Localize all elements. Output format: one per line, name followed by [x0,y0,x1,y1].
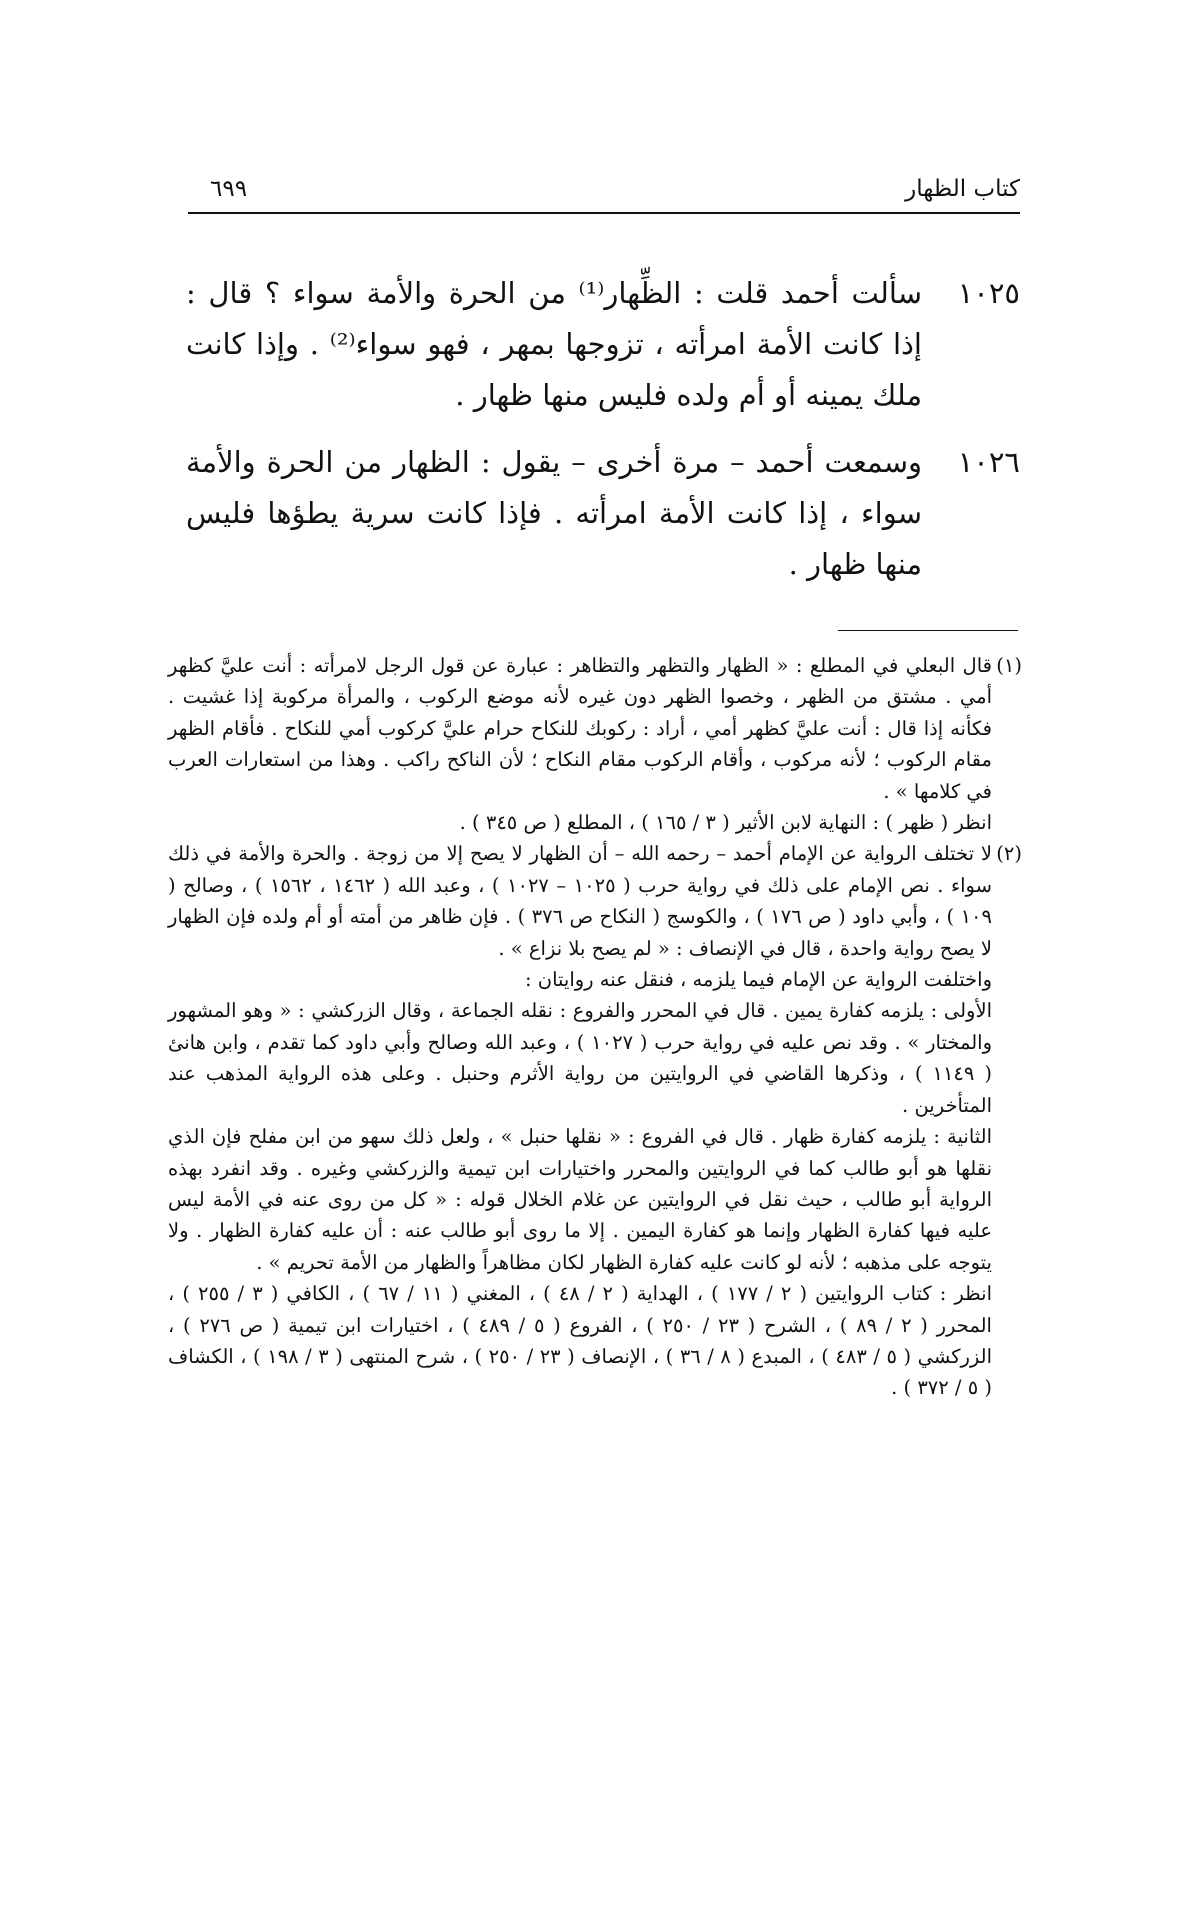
footnote-paragraph: الأولى : يلزمه كفارة يمين . قال في المحرر والفروع : نقله الجماعة ، وقال الزركشي : « وهو المشهور والمختار » . وقد نص عليه في رواية حرب ( ١٠٢٧ ) ، وعبد الله وصالح وأبي داود كما تقدم ، وابن هانئ ( ١١٤٩ ) ، وذكرها القاضي في الروايتين من رواية الأثرم وحنبل . وعلى هذه الرواية المذهب عند المتأخرين . [168,999,993,1117]
entry-1026 [186,437,1020,590]
entry-number: ١٠٢٥ [957,276,1020,310]
chapter-title: كتاب الظهار [905,176,1020,202]
footnote-separator [838,630,1018,631]
main-text [186,268,1020,606]
page-number: ٦٩٩ [210,176,248,202]
footnotes [168,650,1022,1404]
entry-text: سألت أحمد قلت : الظِّهار⁽¹⁾ من الحرة والأمة سواء ؟ قال : إذا كانت الأمة امرأته ، تزوجها بمهر ، فهو سواء⁽²⁾ . وإذا كانت ملك يمينه أو أم ولده فليس منها ظهار . [186,276,922,412]
footnote-paragraph: واختلفت الرواية عن الإمام فيما يلزمه ، فنقل عنه روايتان : [524,968,992,992]
footnote-paragraph: انظر ( ظهر ) : النهاية لابن الأثير ( ٣ / ١٦٥ ) ، المطلع ( ص ٣٤٥ ) . [459,811,992,835]
footnote-mark: (٢) [996,842,1022,866]
footnote-2 [168,838,1022,1403]
footnote-paragraph: الثانية : يلزمه كفارة ظهار . قال في الفروع : « نقلها حنبل » ، ولعل ذلك سهو من ابن مفلح فإن الذي نقلها هو أبو طالب كما في الروايتين والمحرر واختيارات ابن تيمية والزركشي وغيره . وقد انفرد بهذه الرواية أبو طالب ، حيث نقل في الروايتين عن غلام الخلال قوله : « كل من روى عنه في الأمة ليس عليه فيها كفارة الظهار وإنما هو كفارة اليمين . إلا ما روى أبو طالب عنه : أن عليه كفارة الظهار . ولا يتوجه على مذهبه ؛ لأنه لو كانت عليه كفارة الظهار لكان مظاهراً والظهار من الأمة تحريم » . [168,1125,992,1274]
footnote-paragraph: قال البعلي في المطلع : « الظهار والتظهر والتظاهر : عبارة عن قول الرجل لامرأته : أنت عليَّ كظهر أمي . مشتق من الظهر ، وخصوا الظهر دون غيره لأنه موضع الركوب ، والمرأة مركوبة إذا غشيت . فكأنه إذا قال : أنت عليَّ كظهر أمي ، أراد : ركوبك للنكاح حرام عليَّ كركوب أمي للنكاح . فأقام الظهر مقام الركوب ؛ لأنه مركوب ، وأقام الركوب مقام النكاح ؛ لأن الناكح راكب . وهذا من استعارات العرب في كلامها » . [168,654,992,803]
footnote-1 [168,650,1022,838]
footnote-paragraph: انظر : كتاب الروايتين ( ٢ / ١٧٧ ) ، الهداية ( ٢ / ٤٨ ) ، المغني ( ١١ / ٦٧ ) ، الكافي ( ٣ / ٢٥٥ ) ، المحرر ( ٢ / ٨٩ ) ، الشرح ( ٢٣ / ٢٥٠ ) ، الفروع ( ٥ / ٤٨٩ ) ، اختيارات ابن تيمية ( ص ٢٧٦ ) ، الزركشي ( ٥ / ٤٨٣ ) ، المبدع ( ٨ / ٣٦ ) ، الإنصاف ( ٢٣ / ٢٥٠ ) ، شرح المنتهى ( ٣ / ١٩٨ ) ، الكشاف ( ٥ / ٣٧٢ ) . [168,1282,993,1400]
running-header [188,176,1020,214]
entry-number: ١٠٢٦ [957,445,1020,479]
footnote-paragraph: لا تختلف الرواية عن الإمام أحمد – رحمه الله – أن الظهار لا يصح إلا من زوجة . والحرة والأمة في ذلك سواء . نص الإمام على ذلك في رواية حرب ( ١٠٢٥ – ١٠٢٧ ) ، وعبد الله ( ١٤٦٢ ، ١٥٦٢ ) ، وصالح ( ١٠٩ ) ، وأبي داود ( ص ١٧٦ ) ، والكوسج ( النكاح ص ٣٧٦ ) . فإن ظاهر من أمته أو أم ولده فإن الظهار لا يصح رواية واحدة ، قال في الإنصاف : « لم يصح بلا نزاع » . [168,842,992,960]
entry-1025 [186,268,1020,421]
footnote-mark: (١) [996,654,1022,677]
entry-text: وسمعت أحمد – مرة أخرى – يقول : الظهار من الحرة والأمة سواء ، إذا كانت الأمة امرأته . فإذا كانت سرية يطؤها فليس منها ظهار . [186,445,922,581]
